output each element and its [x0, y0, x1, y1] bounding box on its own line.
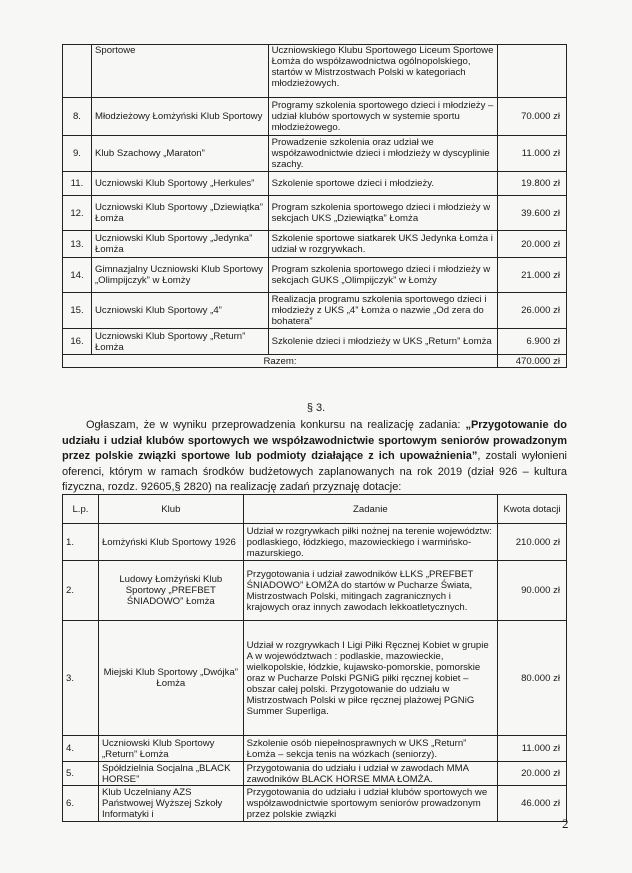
lp-cell: 11. — [63, 172, 92, 196]
lp-cell: 14. — [63, 258, 92, 293]
lp-cell — [63, 45, 92, 98]
lp-cell: 4. — [63, 736, 99, 762]
lp-cell: 1. — [63, 524, 99, 561]
task-cell: Szkolenie dzieci i młodzieży w UKS „Return” Łomża — [268, 329, 498, 355]
section-intro — [62, 418, 567, 496]
table-row — [63, 524, 567, 561]
header-lp: L.p. — [63, 495, 99, 524]
task-cell: Szkolenie osób niepełnosprawnych w UKS „Return” Łomża – sekcja tenis na wózkach (seniorzy). — [243, 736, 497, 762]
club-cell: Miejski Klub Sportowy „Dwójka” Łomża — [98, 621, 243, 736]
header-row — [63, 495, 567, 524]
lp-cell: 15. — [63, 293, 92, 329]
lp-cell: 9. — [63, 136, 92, 172]
grants-table-seniors — [62, 494, 567, 822]
task-cell: Udział w rozgrywkach piłki nożnej na terenie województw: podlaskiego, łódzkiego, mazowieckiego i warmińsko-mazurskiego. — [243, 524, 497, 561]
header-task: Zadanie — [243, 495, 497, 524]
total-amount: 470.000 zł — [498, 355, 567, 368]
task-cell: Realizacja programu szkolenia sportowego dzieci i młodzieży z UKS „4” Łomża o nazwie „Od zera do bohatera” — [268, 293, 498, 329]
lp-cell: 16. — [63, 329, 92, 355]
club-cell: Uczniowski Klub Sportowy „Return” Łomża — [98, 736, 243, 762]
intro-text-end: , zostali wyłonieni oferenci, którym w ramach środków budżetowych zaplanowanych na rok 2019 (dział 926 – kultura fizyczna, rozdz. 92605,§ 2820) na realizację zadań przyznaję dotacje: — [62, 450, 568, 493]
table-row — [63, 98, 567, 136]
amount-cell: 210.000 zł — [498, 524, 567, 561]
grants-table-youth — [62, 44, 567, 368]
table-row — [63, 196, 567, 231]
total-label: Razem: — [63, 355, 498, 368]
task-cell: Udział w rozgrywkach I Ligi Piłki Ręcznej Kobiet w grupie A w województwach : podlaskie, mazowieckie, wielkopolskie, łódzkie, kujawsko-pomorskie, pomorskie oraz w Pucharze Polski PGNiG piłki ręcznej kobiet – obszar całej polski. Przygotowanie do udziału w Mistrzostwach Polski w piłce ręcznej plażowej PGNiG Summer Superliga. — [243, 621, 497, 736]
table-row — [63, 786, 567, 822]
lp-cell: 2. — [63, 561, 99, 621]
club-cell: Ludowy Łomżyński Klub Sportowy „PREFBET ŚNIADOWO” Łomża — [98, 561, 243, 621]
club-cell: Gimnazjalny Uczniowski Klub Sportowy „Olimpijczyk” w Łomży — [91, 258, 268, 293]
table-row — [63, 293, 567, 329]
task-cell: Szkolenie sportowe siatkarek UKS Jedynka Łomża i udział w rozgrywkach. — [268, 231, 498, 258]
table-row — [63, 136, 567, 172]
total-row — [63, 355, 567, 368]
section-title: § 3. — [306, 402, 326, 414]
table-row — [63, 172, 567, 196]
header-amount: Kwota dotacji — [498, 495, 567, 524]
lp-cell: 5. — [63, 762, 99, 786]
intro-text-start: Ogłaszam, że w wyniku przeprowadzenia konkursu na realizację zadania: — [86, 419, 466, 431]
amount-cell — [498, 45, 567, 98]
club-cell: Sportowe — [91, 45, 268, 98]
lp-cell: 6. — [63, 786, 99, 822]
task-title: „Przygotowanie do udziału i udział klubów sportowych we współzawodnictwie sportowym seniorów prowadzonym przez polskie związki sportowe lub podmioty działające z ich upoważnienia” — [62, 419, 567, 462]
task-cell: Program szkolenia sportowego dzieci i młodzieży w sekcjach GUKS „Olimpijczyk” w Łomży — [268, 258, 498, 293]
lp-cell: 8. — [63, 98, 92, 136]
amount-cell: 46.000 zł — [498, 786, 567, 822]
club-cell: Spółdzielnia Socjalna „BLACK HORSE” — [98, 762, 243, 786]
amount-cell: 6.900 zł — [498, 329, 567, 355]
table-row — [63, 561, 567, 621]
lp-cell: 13. — [63, 231, 92, 258]
amount-cell: 39.600 zł — [498, 196, 567, 231]
table-row — [63, 621, 567, 736]
lp-cell: 3. — [63, 621, 99, 736]
header-club: Klub — [98, 495, 243, 524]
task-cell: Przygotowania do udziału i udział w zawodach MMA zawodników BLACK HORSE MMA ŁOMŻA. — [243, 762, 497, 786]
club-cell: Uczniowski Klub Sportowy „Jedynka” Łomża — [91, 231, 268, 258]
amount-cell: 19.800 zł — [498, 172, 567, 196]
table-row — [63, 45, 567, 98]
table-row — [63, 329, 567, 355]
page-number: 2 — [562, 816, 569, 831]
task-cell: Uczniowskiego Klubu Sportowego Liceum Sportowe Łomża do współzawodnictwa ogólnopolskiego, startów w Mistrzostwach Polski w kategoriach młodzieżowych. — [268, 45, 498, 98]
amount-cell: 20.000 zł — [498, 762, 567, 786]
task-cell: Przygotowania i udział zawodników ŁLKS „PREFBET ŚNIADOWO” ŁOMŻA do startów w Pucharze Świata, Mistrzostwach Polski, mitingach zagranicznych i krajowych oraz innych zawodach lekkoatletycznych. — [243, 561, 497, 621]
amount-cell: 90.000 zł — [498, 561, 567, 621]
table-row — [63, 736, 567, 762]
club-cell: Uczniowski Klub Sportowy „Return” Łomża — [91, 329, 268, 355]
table-row — [63, 762, 567, 786]
task-cell: Szkolenie sportowe dzieci i młodzieży. — [268, 172, 498, 196]
amount-cell: 26.000 zł — [498, 293, 567, 329]
amount-cell: 21.000 zł — [498, 258, 567, 293]
amount-cell: 80.000 zł — [498, 621, 567, 736]
table-row — [63, 231, 567, 258]
club-cell: Łomżyński Klub Sportowy 1926 — [98, 524, 243, 561]
amount-cell: 11.000 zł — [498, 736, 567, 762]
amount-cell: 70.000 zł — [498, 98, 567, 136]
club-cell: Uczniowski Klub Sportowy „Dziewiątka” Łomża — [91, 196, 268, 231]
amount-cell: 20.000 zł — [498, 231, 567, 258]
club-cell: Uczniowski Klub Sportowy „4” — [91, 293, 268, 329]
lp-cell: 12. — [63, 196, 92, 231]
amount-cell: 11.000 zł — [498, 136, 567, 172]
task-cell: Przygotowania do udziału i udział klubów sportowych we współzawodnictwie sportowym seniorów prowadzonym przez polskie związki — [243, 786, 497, 822]
task-cell: Programy szkolenia sportowego dzieci i młodzieży – udział klubów sportowych w systemie sportu młodzieżowego. — [268, 98, 498, 136]
club-cell: Młodzieżowy Łomżyński Klub Sportowy — [91, 98, 268, 136]
task-cell: Program szkolenia sportowego dzieci i młodzieży w sekcjach UKS „Dziewiątka” Łomża — [268, 196, 498, 231]
task-cell: Prowadzenie szkolenia oraz udział we współzawodnictwie dzieci i młodzieży w dyscyplinie szachy. — [268, 136, 498, 172]
table-row — [63, 258, 567, 293]
club-cell: Uczniowski Klub Sportowy „Herkules” — [91, 172, 268, 196]
club-cell: Klub Uczelniany AZS Państwowej Wyższej Szkoły Informatyki i — [98, 786, 243, 822]
club-cell: Klub Szachowy „Maraton” — [91, 136, 268, 172]
